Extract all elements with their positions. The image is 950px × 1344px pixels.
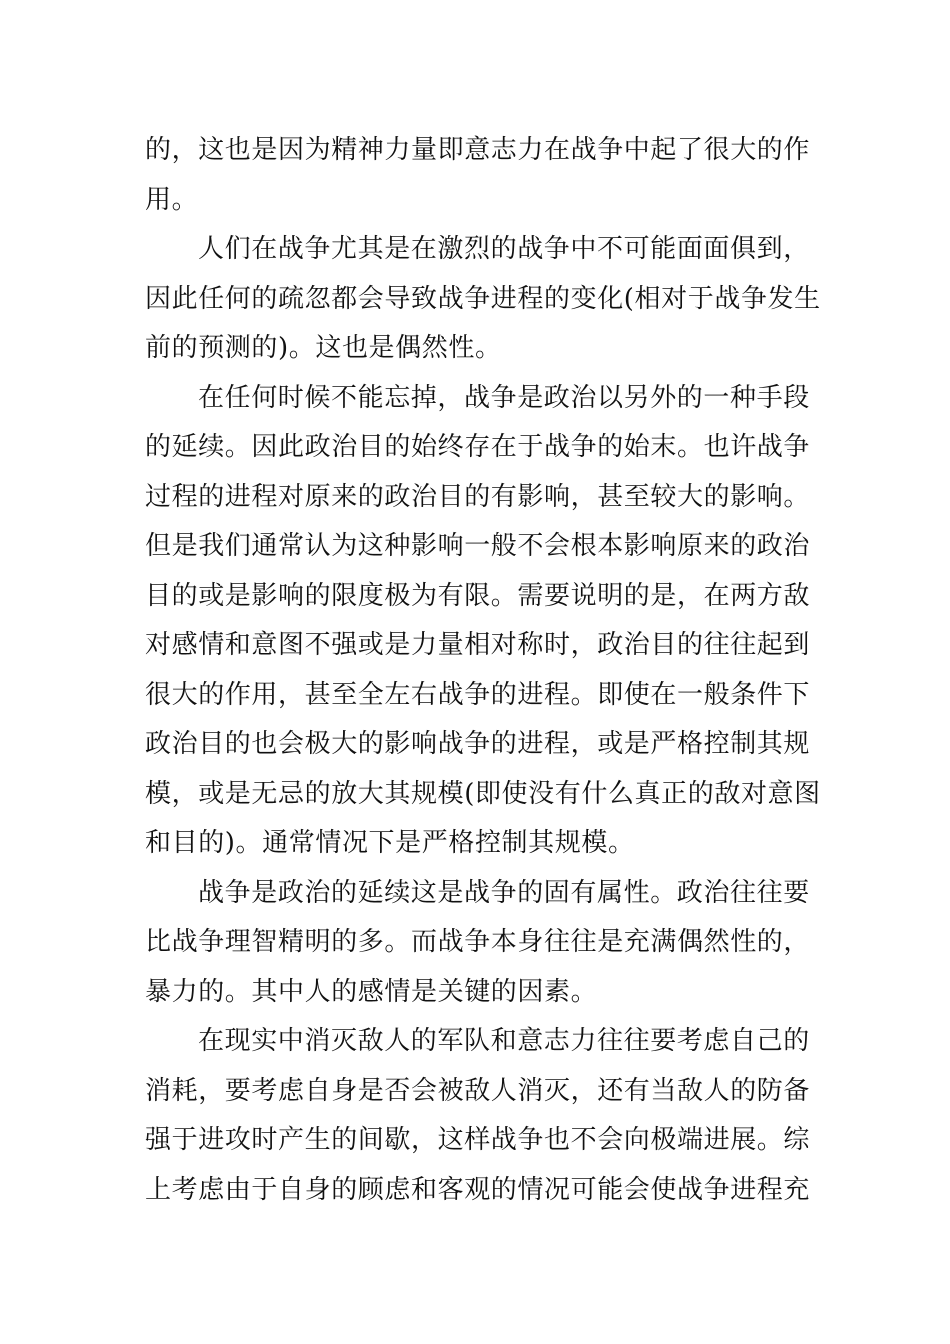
text-line: 上考虑由于自身的顾虑和客观的情况可能会使战争进程充: [145, 1174, 811, 1205]
text-line: 因此任何的疏忽都会导致战争进程的变化(相对于战争发生: [145, 283, 821, 314]
text-line: 在任何时候不能忘掉，战争是政治以另外的一种手段: [198, 382, 810, 413]
text-line: 比战争理智精明的多。而战争本身往往是充满偶然性的，: [145, 927, 811, 957]
text-line: 政治目的也会极大的影响战争的进程，或是严格控制其规: [145, 729, 811, 759]
text-line: 对感情和意图不强或是力量相对称时，政治目的往往起到: [145, 630, 811, 660]
text-line: 过程的进程对原来的政治目的有影响，甚至较大的影响。: [145, 481, 811, 512]
text-line: 在现实中消灭敌人的军队和意志力往往要考虑自己的: [198, 1026, 810, 1056]
text-line: 人们在战争尤其是在激烈的战争中不可能面面俱到，: [198, 234, 810, 264]
text-line: 消耗，要考虑自身是否会被敌人消灭，还有当敌人的防备: [145, 1075, 811, 1106]
text-line: 用。: [145, 184, 199, 215]
text-line: 模，或是无忌的放大其规模(即使没有什么真正的敌对意图: [145, 778, 821, 809]
text-line: 战争是政治的延续这是战争的固有属性。政治往往要: [198, 877, 810, 908]
text-line: 但是我们通常认为这种影响一般不会根本影响原来的政治: [145, 531, 811, 561]
text-line: 目的或是影响的限度极为有限。需要说明的是，在两方敌: [145, 580, 811, 611]
text-line: 的延续。因此政治目的始终存在于战争的始末。也许战争: [145, 432, 811, 462]
text-line: 很大的作用，甚至全左右战争的进程。即使在一般条件下: [145, 679, 811, 710]
text-line: 强于进攻时产生的间歇，这样战争也不会向极端进展。综: [145, 1125, 811, 1155]
text-line: 暴力的。其中人的感情是关键的因素。: [145, 976, 598, 1007]
text-line: 的，这也是因为精神力量即意志力在战争中起了很大的作: [145, 135, 811, 165]
text-line: 和目的)。通常情况下是严格控制其规模。: [145, 828, 635, 858]
text-line: 前的预测的)。这也是偶然性。: [145, 333, 502, 363]
body-text: [145, 126, 821, 1215]
